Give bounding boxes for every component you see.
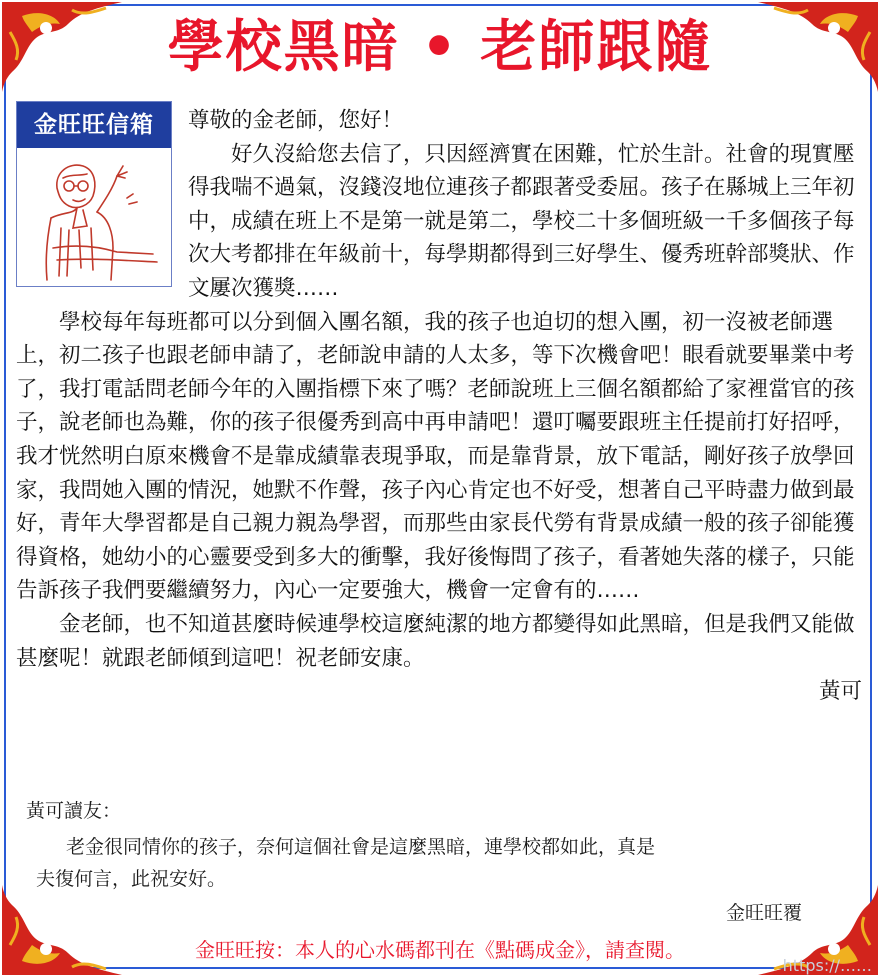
page-title: 學校黑暗 • 老師跟隨 bbox=[167, 15, 713, 80]
reply-signature: 金旺旺覆 bbox=[725, 902, 802, 924]
reply-line-1: 老金很同情你的孩子，奈何這個社會是這麼黑暗，連學校都如此，真是 bbox=[66, 836, 656, 858]
footer-note: 金旺旺按：本人的心水碼都刊在《點碼成金》，請查閱。 bbox=[195, 938, 685, 962]
letter-paragraph-3: 金老師，也不知道甚麼時候連學校這麼純潔的地方都變得如此黑暗，但是我們又能做甚麼呢！就跟老師傾到這吧！祝老師安康。 bbox=[16, 611, 855, 671]
letter-signature: 黃可 bbox=[818, 679, 862, 705]
letter-paragraph-2: 學校每年每班都可以分到個入團名額，我的孩子也迫切的想入團，初一沒被老師選上，初二孩子也跟老師申請了，老師說申請的人太多，等下次機會吧！眼看就要畢業中考了，我打電話問老師今年的入團指標下來了嗎？老師說班上三個名額都給了家裡當官的孩子，說老師也為難，你的孩子很優秀到高中再申請吧！還叮囑要跟班主任提前打好招呼，我才恍然明白原來機會不是靠成績靠表現爭取，而是靠背景，放下電話，剛好孩子放學回家，我問她入團的情況，她默不作聲，孩子內心肯定也不好受，想著自己平時盡力做到最好，青年大學習都是自己親力親為學習，而那些由家長代勞有背景成績一般的孩子卻能獲得資格，她幼小的心靈要受到多大的衝擊，我好後悔問了孩子，看著她失落的樣子，只能告訴孩子我們要繼續努力，內心一定要強大，機會一定會有的…… bbox=[16, 309, 855, 604]
reply-line-2: 夫復何言，此祝安好。 bbox=[36, 868, 227, 890]
watermark: https://…… bbox=[782, 956, 872, 975]
logo-spacer bbox=[16, 104, 188, 290]
columnist-reply bbox=[26, 795, 856, 895]
letter-greeting: 尊敬的金老師，您好！ bbox=[188, 108, 404, 133]
reader-letter bbox=[16, 104, 868, 709]
reply-body bbox=[26, 831, 856, 895]
column-logo-label: 金旺旺信箱 bbox=[17, 102, 171, 148]
letter-paragraph-1: 好久沒給您去信了，只因經濟實在困難，忙於生計。社會的現實壓得我喘不過氣，沒錢沒地位連孩子都跟著受委屈。孩子在縣城上三年初中，成績在班上不是第一就是第二，學校二十多個班級一千多個孩子每次大考都排在年級前十，每學期都得到三好學生、優秀班幹部獎狀、作文屢次獲獎…… bbox=[188, 141, 855, 301]
reply-greeting: 黃可讀友： bbox=[26, 800, 122, 822]
